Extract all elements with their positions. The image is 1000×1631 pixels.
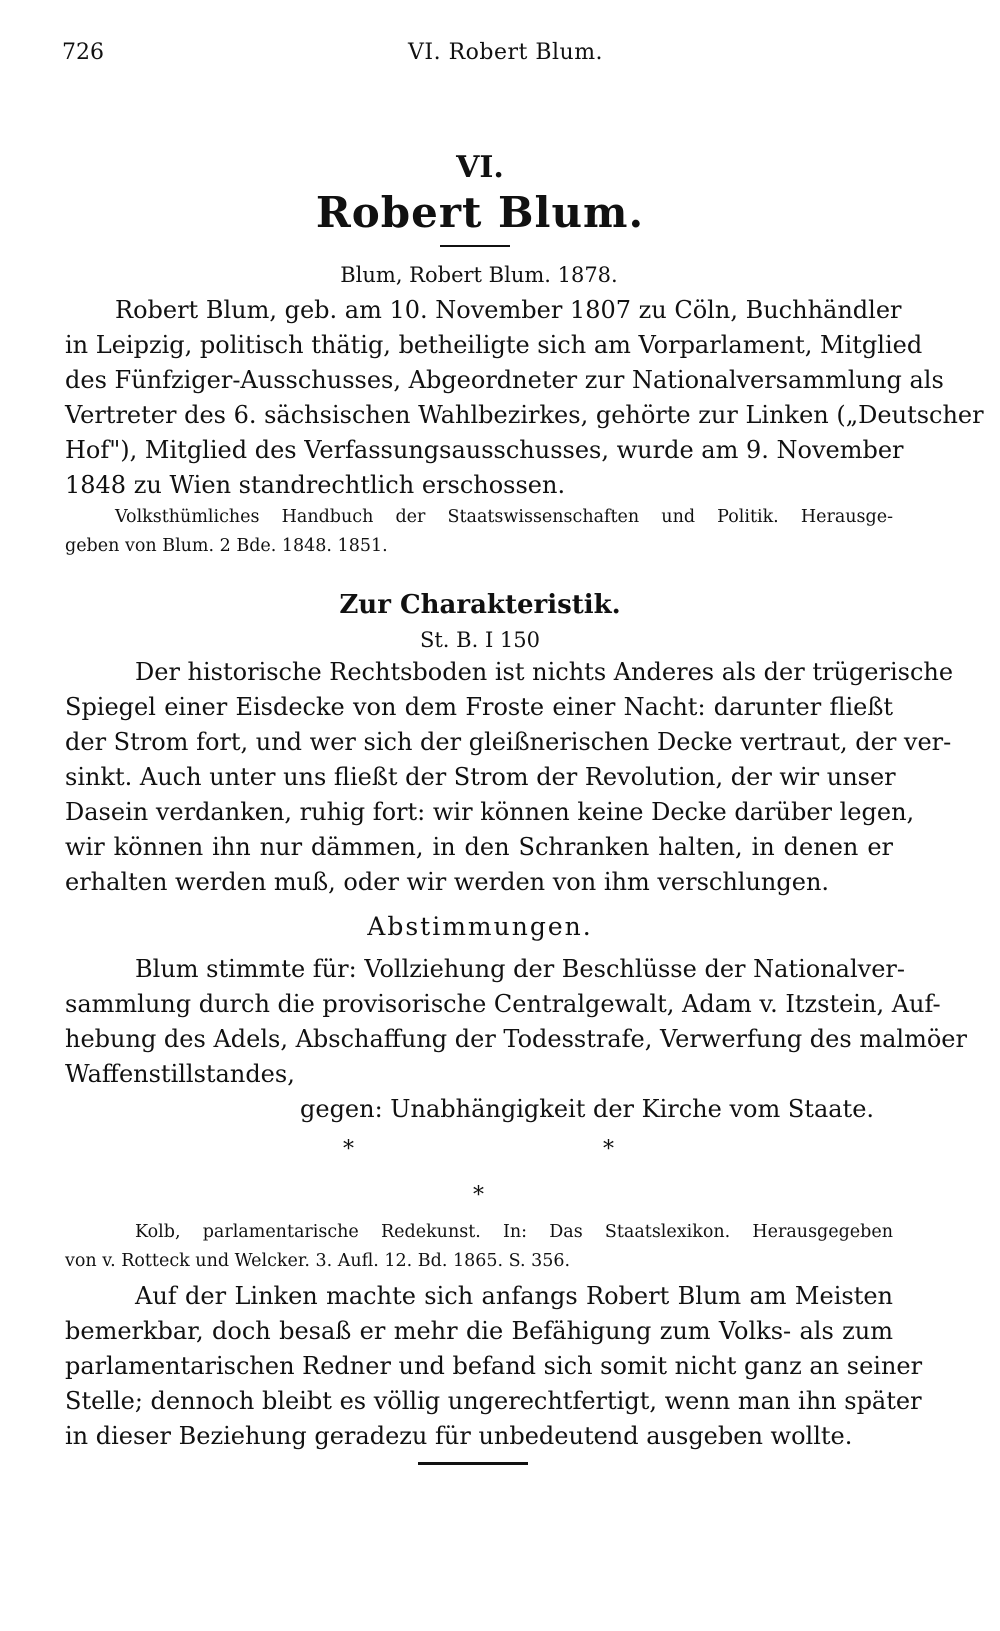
rhetoric-section bbox=[65, 1218, 923, 1454]
separator-star: * bbox=[603, 1137, 614, 1162]
stenographic-reference: St. B. I 150 bbox=[419, 628, 540, 652]
separator-star: * bbox=[343, 1137, 354, 1162]
rhetoric-line: in dieser Beziehung geradezu für unbedeutend ausgeben wollte. bbox=[65, 1422, 853, 1450]
paragraph-line: der Strom fort, und wer sich der gleißnerischen Decke vertraut, der ver- bbox=[65, 728, 952, 756]
bio-works-line: geben von Blum. 2 Bde. 1848. 1851. bbox=[65, 536, 388, 556]
running-title: VI. Robert Blum. bbox=[408, 40, 604, 65]
rhetoric-line: Auf der Linken machte sich anfangs Robert Blum am Meisten bbox=[135, 1282, 893, 1310]
end-rule bbox=[418, 1462, 528, 1465]
section-heading-characteristic: Zur Charakteristik. bbox=[339, 590, 621, 620]
bio-line: 1848 zu Wien standrechtlich erschossen. bbox=[65, 471, 566, 499]
separator-star: * bbox=[473, 1183, 484, 1208]
bio-line: in Leipzig, politisch thätig, betheiligte sich am Vorparlament, Mitglied bbox=[65, 331, 923, 359]
rhetoric-source-line: Kolb, parlamentarische Redekunst. In: Das Staatslexikon. Herausgegeben bbox=[135, 1222, 893, 1242]
bio-line: Robert Blum, geb. am 10. November 1807 zu Cöln, Buchhändler bbox=[115, 296, 902, 324]
vote-against-line: gegen: Unabhängigkeit der Kirche vom Staate. bbox=[300, 1095, 875, 1123]
chapter-title: Robert Blum. bbox=[315, 188, 645, 237]
rhetoric-line: bemerkbar, doch besaß er mehr die Befähigung zum Volks- als zum bbox=[65, 1317, 893, 1345]
paragraph-line: Dasein verdanken, ruhig fort: wir können keine Decke darüber legen, bbox=[65, 798, 915, 826]
vote-line: hebung des Adels, Abschaffung der Todesstrafe, Verwerfung des malmöer bbox=[65, 1025, 967, 1053]
rhetoric-line: Stelle; dennoch bleibt es völlig ungerechtfertigt, wenn man ihn später bbox=[65, 1387, 922, 1415]
paragraph-line: Der historische Rechtsboden ist nichts Anderes als der trügerische bbox=[135, 658, 954, 686]
bio-section bbox=[65, 258, 984, 561]
title-rule bbox=[440, 245, 510, 247]
characteristic-text bbox=[65, 655, 954, 900]
vote-line: Blum stimmte für: Vollziehung der Beschlüsse der Nationalver- bbox=[135, 955, 905, 983]
votes-text bbox=[65, 952, 967, 1127]
bio-line: Hof"), Mitglied des Verfassungsausschusses, wurde am 9. November bbox=[65, 436, 904, 464]
paragraph-line: Spiegel einer Eisdecke von dem Froste einer Nacht: darunter fließt bbox=[65, 693, 893, 721]
rhetoric-source-line: von v. Rotteck und Welcker. 3. Aufl. 12. Bd. 1865. S. 356. bbox=[65, 1251, 571, 1271]
bio-line: des Fünfziger-Ausschusses, Abgeordneter zur Nationalversammlung als bbox=[65, 366, 944, 394]
paragraph-line: sinkt. Auch unter uns fließt der Strom der Revolution, der wir unser bbox=[65, 763, 896, 791]
running-header bbox=[62, 40, 938, 72]
paragraph-line: erhalten werden muß, oder wir werden von ihm verschlungen. bbox=[65, 868, 830, 896]
bio-works-line: Volksthümliches Handbuch der Staatswissenschaften und Politik. Herausge- bbox=[115, 507, 893, 527]
bio-source-line: Blum, Robert Blum. 1878. bbox=[340, 263, 618, 287]
vote-line: sammlung durch die provisorische Centralgewalt, Adam v. Itzstein, Auf- bbox=[65, 990, 941, 1018]
bio-line: Vertreter des 6. sächsischen Wahlbezirkes, gehörte zur Linken („Deutscher bbox=[65, 401, 984, 429]
page-number: 726 bbox=[62, 40, 104, 65]
rhetoric-line: parlamentarischen Redner und befand sich somit nicht ganz an seiner bbox=[65, 1352, 923, 1380]
section-heading-votes: Abstimmungen. bbox=[367, 912, 593, 941]
paragraph-line: wir können ihn nur dämmen, in den Schranken halten, in denen er bbox=[65, 833, 893, 861]
chapter-number: VI. bbox=[456, 150, 504, 185]
vote-line: Waffenstillstandes, bbox=[65, 1060, 295, 1088]
